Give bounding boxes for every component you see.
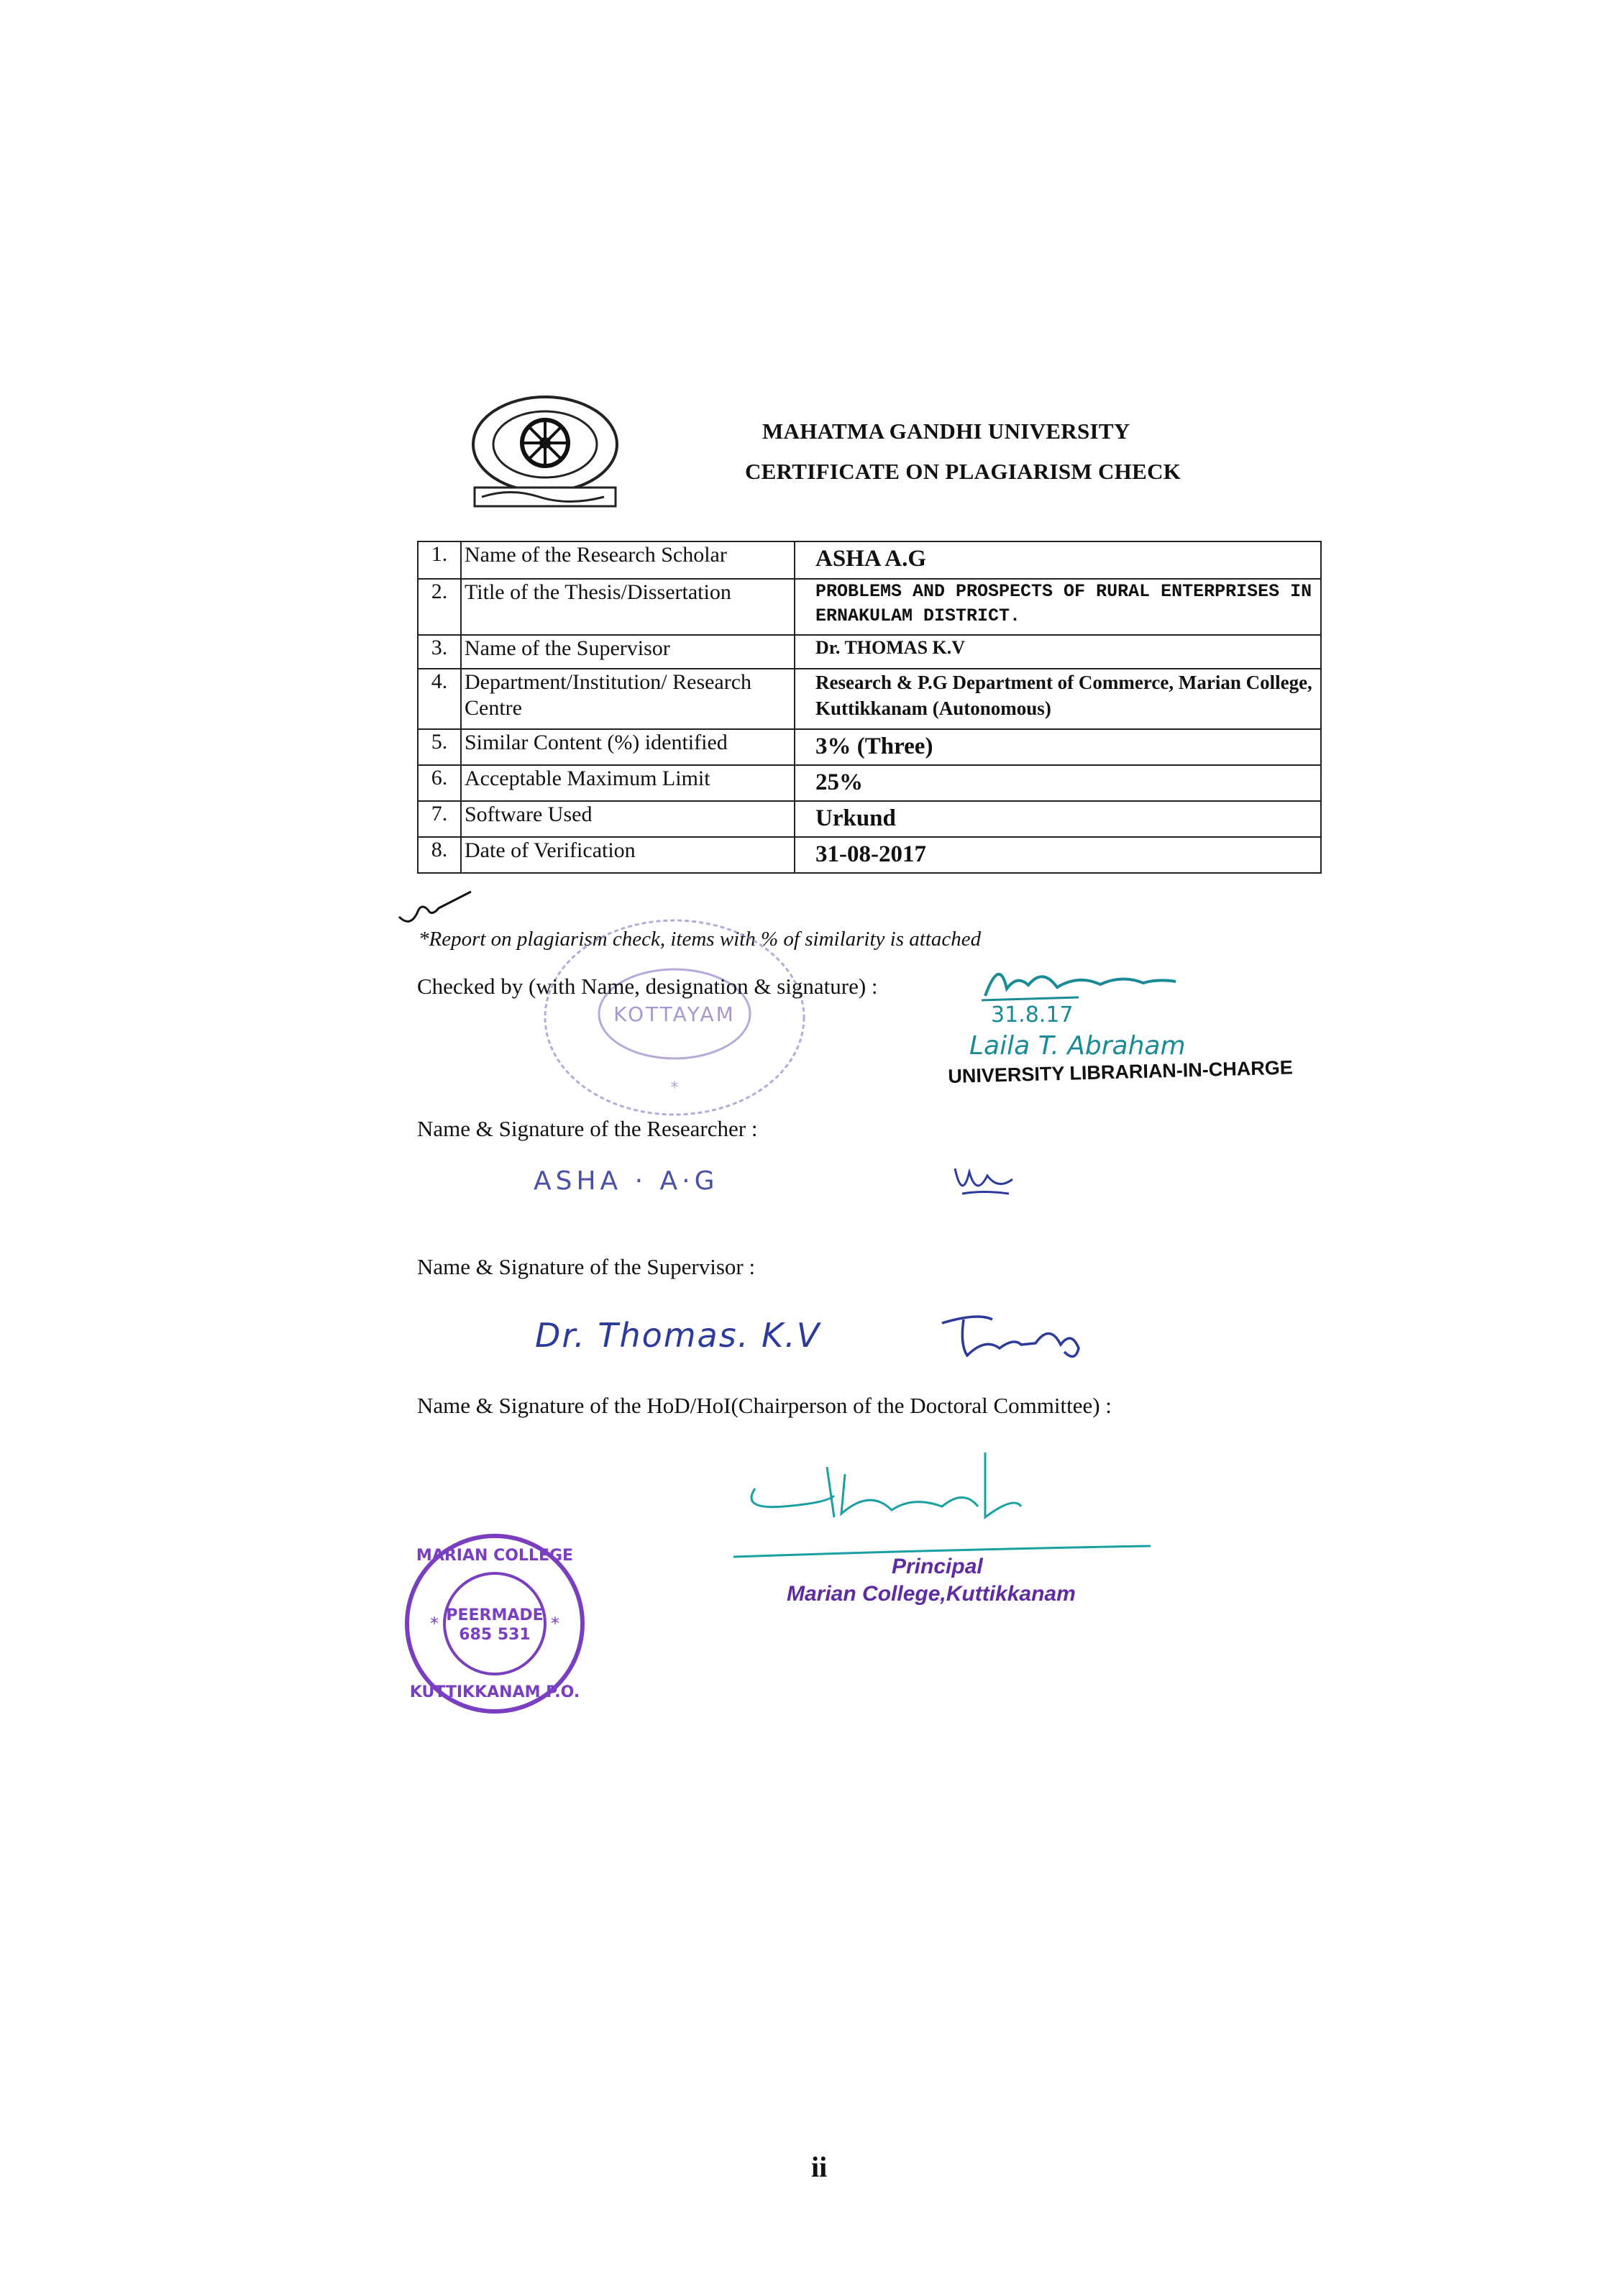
checked-by-label: Checked by (with Name, designation & signature) : — [417, 974, 878, 999]
table-row — [418, 579, 1321, 635]
row-number: 4. — [418, 669, 461, 729]
row-label: Acceptable Maximum Limit — [461, 765, 795, 801]
hod-label: Name & Signature of the HoD/HoI(Chairperson of the Doctoral Committee) : — [417, 1393, 1112, 1418]
librarian-name: Laila T. Abraham — [969, 1031, 1186, 1061]
supervisor-value: Dr. THOMAS K.V — [795, 635, 1321, 669]
table-row — [418, 801, 1321, 837]
row-number: 7. — [418, 801, 461, 837]
librarian-title: UNIVERSITY LIBRARIAN-IN-CHARGE — [948, 1056, 1294, 1087]
supervisor-signature — [935, 1309, 1093, 1366]
row-number: 8. — [418, 837, 461, 873]
row-number: 5. — [418, 729, 461, 765]
row-label: Software Used — [461, 801, 795, 837]
row-label: Date of Verification — [461, 837, 795, 873]
row-number: 3. — [418, 635, 461, 669]
svg-text:*: * — [670, 1079, 679, 1097]
row-number: 2. — [418, 579, 461, 635]
table-row — [418, 635, 1321, 669]
certificate-title: CERTIFICATE ON PLAGIARISM CHECK — [745, 459, 1181, 484]
librarian-signature — [978, 953, 1179, 1010]
svg-text:685 531: 685 531 — [459, 1626, 531, 1644]
row-label: Title of the Thesis/Dissertation — [461, 579, 795, 635]
max-limit-value: 25% — [795, 765, 1321, 801]
report-note: *Report on plagiarism check, items with % of similarity is attached — [419, 928, 982, 951]
principal-signature — [726, 1438, 1158, 1568]
university-name: MAHATMA GANDHI UNIVERSITY — [762, 419, 1130, 444]
librarian-date: 31.8.17 — [991, 1002, 1074, 1028]
row-label: Name of the Research Scholar — [461, 541, 795, 579]
svg-text:*: * — [430, 1614, 439, 1634]
similarity-value: 3% (Three) — [795, 729, 1321, 765]
supervisor-name-handwritten: Dr. Thomas. K.V — [535, 1316, 821, 1355]
svg-text:KOTTAYAM: KOTTAYAM — [613, 1002, 736, 1026]
table-row — [418, 541, 1321, 579]
row-label: Department/Institution/ Research Centre — [461, 669, 795, 729]
row-label: Name of the Supervisor — [461, 635, 795, 669]
supervisor-label: Name & Signature of the Supervisor : — [417, 1254, 756, 1279]
svg-text:*: * — [551, 1614, 559, 1634]
page-number: ii — [811, 2151, 828, 2183]
principal-title: Principal — [892, 1555, 983, 1578]
researcher-name-handwritten: ASHA · A·G — [534, 1166, 719, 1196]
scholar-name-value: ASHA A.G — [795, 541, 1321, 579]
table-row — [418, 765, 1321, 801]
table-row — [418, 837, 1321, 873]
university-logo — [467, 394, 623, 509]
plagiarism-info-table — [417, 541, 1322, 874]
library-stamp — [538, 913, 811, 1122]
table-row — [418, 729, 1321, 765]
table-row — [418, 669, 1321, 729]
department-value: Research & P.G Department of Commerce, Marian College, Kuttikkanam (Autonomous) — [795, 669, 1321, 729]
college-stamp — [401, 1530, 588, 1717]
verification-date-value: 31-08-2017 — [795, 837, 1321, 873]
row-number: 6. — [418, 765, 461, 801]
svg-text:PEERMADE: PEERMADE — [446, 1606, 544, 1624]
thesis-title-value: PROBLEMS AND PROSPECTS OF RURAL ENTERPRISES IN ERNAKULAM DISTRICT. — [795, 579, 1321, 635]
researcher-signature — [948, 1158, 1020, 1208]
initials-mark — [396, 888, 475, 931]
software-value: Urkund — [795, 801, 1321, 837]
row-number: 1. — [418, 541, 461, 579]
row-label: Similar Content (%) identified — [461, 729, 795, 765]
svg-text:MARIAN COLLEGE: MARIAN COLLEGE — [416, 1547, 574, 1565]
svg-text:KUTTIKKANAM P.O.: KUTTIKKANAM P.O. — [409, 1683, 580, 1701]
researcher-label: Name & Signature of the Researcher : — [417, 1116, 758, 1141]
principal-college: Marian College,Kuttikkanam — [787, 1582, 1076, 1606]
